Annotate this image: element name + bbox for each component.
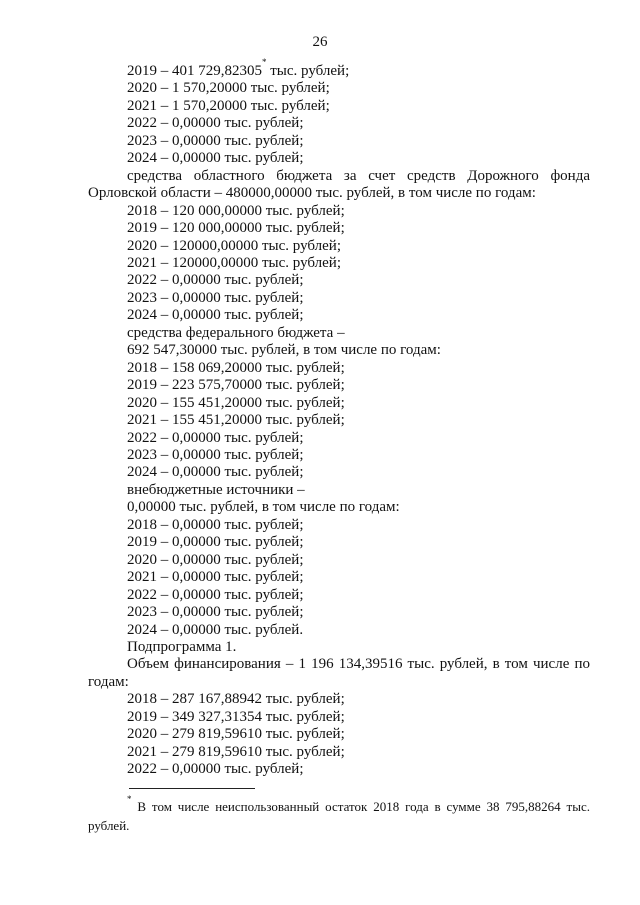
text-line xyxy=(88,534,590,551)
line-text: 2023 – 0,00000 тыс. рублей; xyxy=(127,132,304,149)
text-line xyxy=(88,552,590,569)
footnote-line-1 xyxy=(88,793,590,816)
line-text: 2022 – 0,00000 тыс. рублей; xyxy=(127,761,304,778)
footnote-separator xyxy=(129,788,255,789)
text-line xyxy=(88,656,590,673)
line-text: 2024 – 0,00000 тыс. рублей; xyxy=(127,464,304,481)
text-line xyxy=(88,622,590,639)
line-text: 2021 – 155 451,20000 тыс. рублей; xyxy=(127,412,345,429)
line-text: 2022 – 0,00000 тыс. рублей; xyxy=(127,586,304,603)
line-text: 2020 – 1 570,20000 тыс. рублей; xyxy=(127,80,330,97)
text-line xyxy=(88,185,590,202)
text-line xyxy=(88,203,590,220)
text-line xyxy=(88,80,590,97)
line-text: 0,00000 тыс. рублей, в том числе по годам: xyxy=(127,499,400,516)
line-text: 2023 – 0,00000 тыс. рублей; xyxy=(127,446,304,463)
text-line xyxy=(88,447,590,464)
line-text: 2021 – 120000,00000 тыс. рублей; xyxy=(127,254,341,271)
line-text: 2019 – 223 575,70000 тыс. рублей; xyxy=(127,377,345,394)
line-text: 2018 – 158 069,20000 тыс. рублей; xyxy=(127,359,345,376)
document-body xyxy=(88,57,590,779)
text-line xyxy=(88,325,590,342)
text-line xyxy=(88,255,590,272)
text-line xyxy=(88,517,590,534)
footnote-text: В том числе неиспользованный остаток 2018 года в сумме 38 795,88264 тыс. xyxy=(131,799,590,814)
line-text: 2018 – 0,00000 тыс. рублей; xyxy=(127,516,304,533)
text-line xyxy=(88,430,590,447)
text-line xyxy=(88,342,590,359)
text-line xyxy=(88,604,590,621)
line-text: 2022 – 0,00000 тыс. рублей; xyxy=(127,115,304,132)
footnote-mark: * xyxy=(127,793,132,804)
text-line xyxy=(88,744,590,761)
line-text: 2024 – 0,00000 тыс. рублей; xyxy=(127,150,304,167)
line-text: годам: xyxy=(88,673,129,690)
text-line xyxy=(88,220,590,237)
text-line xyxy=(88,133,590,150)
line-text: 2020 – 0,00000 тыс. рублей; xyxy=(127,551,304,568)
text-line xyxy=(88,691,590,708)
text-line xyxy=(88,168,590,185)
line-text: 2019 – 349 327,31354 тыс. рублей; xyxy=(127,708,345,725)
line-text: 2021 – 279 819,59610 тыс. рублей; xyxy=(127,743,345,760)
line-text: Орловской области – 480000,00000 тыс. рублей, в том числе по годам: xyxy=(88,185,536,202)
line-text: 2021 – 0,00000 тыс. рублей; xyxy=(127,569,304,586)
text-line xyxy=(88,115,590,132)
text-line xyxy=(88,98,590,115)
text-line xyxy=(88,377,590,394)
text-line xyxy=(88,639,590,656)
line-text: 2020 – 155 451,20000 тыс. рублей; xyxy=(127,394,345,411)
text-line xyxy=(88,482,590,499)
line-text: 2019 – 120 000,00000 тыс. рублей; xyxy=(127,220,345,237)
footnote-line-2: рублей. xyxy=(88,818,130,833)
line-text: 2018 – 120 000,00000 тыс. рублей; xyxy=(127,202,345,219)
line-text: средства федерального бюджета – xyxy=(127,324,345,341)
line-text: Подпрограмма 1. xyxy=(127,638,237,655)
line-text: 2018 – 287 167,88942 тыс. рублей; xyxy=(127,691,345,708)
line-text: 2022 – 0,00000 тыс. рублей; xyxy=(127,429,304,446)
text-line xyxy=(88,761,590,778)
page-number: 26 xyxy=(312,34,328,50)
text-line xyxy=(88,412,590,429)
text-line xyxy=(88,674,590,691)
text-line xyxy=(88,395,590,412)
text-line xyxy=(88,464,590,481)
line-text: 2019 – 0,00000 тыс. рублей; xyxy=(127,534,304,551)
text-line xyxy=(88,238,590,255)
footnote xyxy=(88,793,590,835)
text-line xyxy=(88,290,590,307)
line-text: 2021 – 1 570,20000 тыс. рублей; xyxy=(127,97,330,114)
line-text: 692 547,30000 тыс. рублей, в том числе по годам: xyxy=(127,342,441,359)
footnote-ref: * xyxy=(262,57,267,67)
line-text: внебюджетные источники – xyxy=(127,481,305,498)
line-text: 2022 – 0,00000 тыс. рублей; xyxy=(127,272,304,289)
line-text: 2020 – 279 819,59610 тыс. рублей; xyxy=(127,726,345,743)
line-text: 2024 – 0,00000 тыс. рублей; xyxy=(127,307,304,324)
text-line xyxy=(88,307,590,324)
text-line xyxy=(88,272,590,289)
text-line xyxy=(88,57,590,80)
line-text: средства областного бюджета за счет средств Дорожного фонда xyxy=(127,167,590,184)
line-text: Объем финансирования – 1 196 134,39516 тыс. рублей, в том числе по xyxy=(127,656,590,673)
line-text: 2023 – 0,00000 тыс. рублей; xyxy=(127,289,304,306)
text-line xyxy=(88,709,590,726)
text-line xyxy=(88,587,590,604)
text-line xyxy=(88,150,590,167)
line-text: 2024 – 0,00000 тыс. рублей. xyxy=(127,621,304,638)
text-line xyxy=(88,360,590,377)
text-line xyxy=(88,726,590,743)
line-text: 2019 – 401 729,82305 xyxy=(127,63,262,79)
line-text: 2023 – 0,00000 тыс. рублей; xyxy=(127,604,304,621)
line-text: 2020 – 120000,00000 тыс. рублей; xyxy=(127,237,341,254)
line-tail: тыс. рублей; xyxy=(266,63,350,79)
text-line xyxy=(88,569,590,586)
text-line xyxy=(88,499,590,516)
